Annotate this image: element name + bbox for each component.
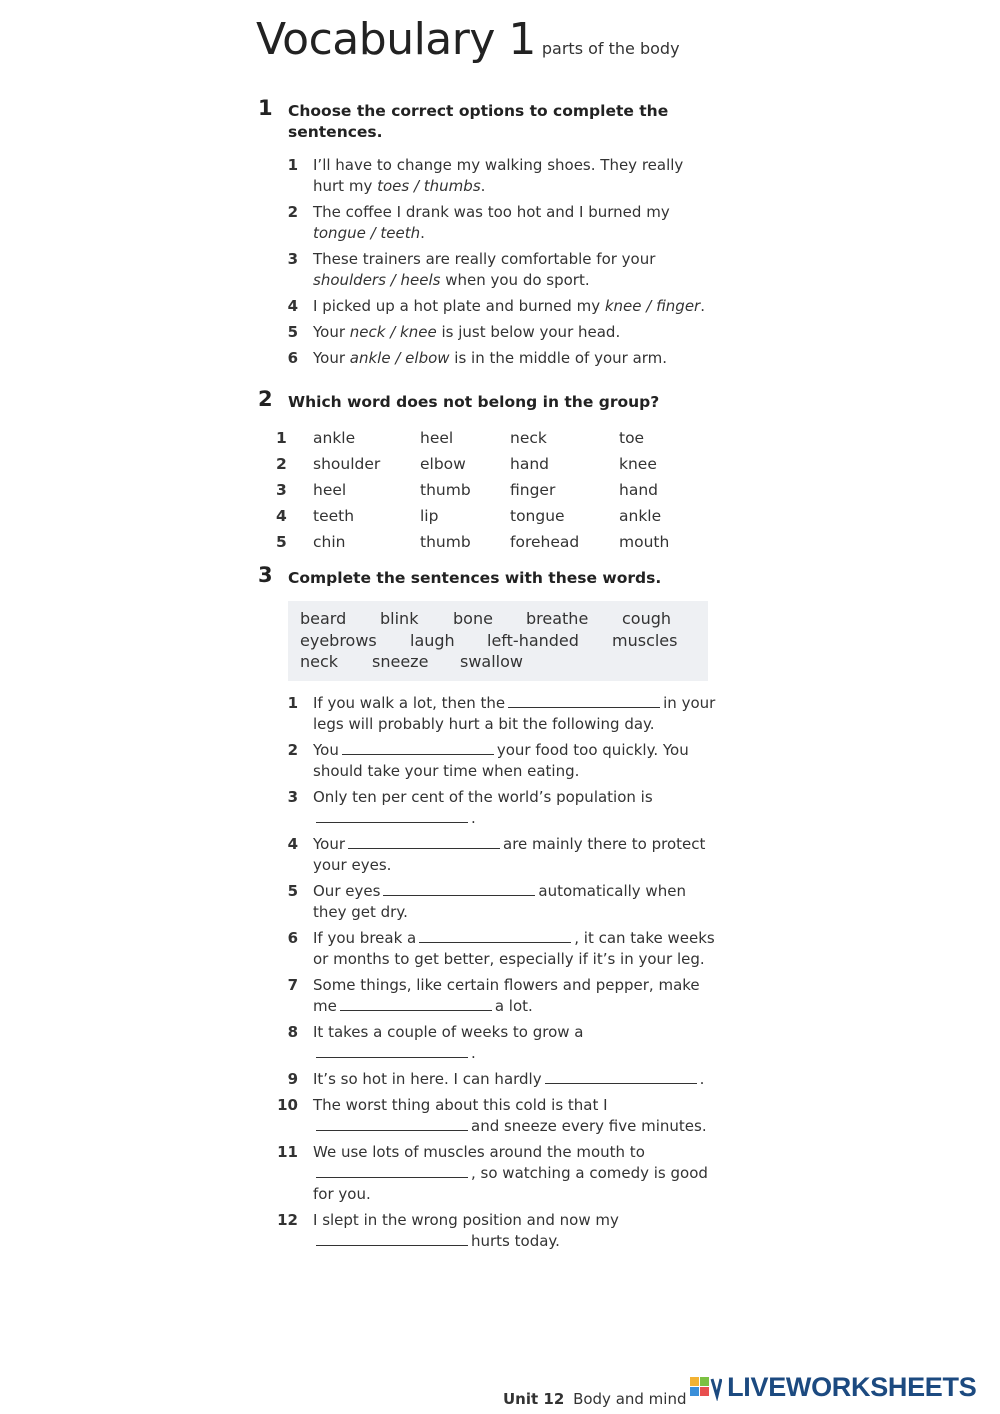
item-number: 6 xyxy=(287,929,298,947)
item-text-end: is just below your head. xyxy=(436,323,621,341)
table-row xyxy=(276,529,679,555)
exercise-item xyxy=(258,202,718,244)
exercise-item xyxy=(258,296,718,317)
answer-blank[interactable] xyxy=(316,809,468,823)
watermark-text: LIVEWORKSHEETS xyxy=(727,1372,977,1402)
exercise-item xyxy=(258,975,718,1017)
exercise-3-items xyxy=(258,693,718,1252)
group-word: heel xyxy=(420,429,454,447)
item-options: neck / knee xyxy=(349,323,437,341)
item-text: Our eyes xyxy=(313,882,381,900)
exercise-2-heading xyxy=(258,387,718,413)
item-text: Your xyxy=(313,349,350,367)
item-text: You xyxy=(313,741,339,759)
exercise-1-items xyxy=(258,155,718,369)
answer-blank[interactable] xyxy=(340,997,492,1011)
group-word: elbow xyxy=(420,455,466,473)
answer-blank[interactable] xyxy=(508,694,660,708)
item-text: Only ten per cent of the world’s population is xyxy=(313,788,653,806)
item-text-end: your food too quickly. You should take your time when eating. xyxy=(313,741,689,780)
answer-blank[interactable] xyxy=(316,1117,468,1131)
item-number: 3 xyxy=(287,250,298,268)
exercise-item xyxy=(258,155,718,197)
answer-blank[interactable] xyxy=(316,1232,468,1246)
item-text: Your xyxy=(313,835,346,853)
item-text-end: . xyxy=(420,224,425,242)
group-word: ankle xyxy=(619,507,662,525)
word-box-item: bone xyxy=(453,609,493,628)
footer-unit: Unit 12 xyxy=(503,1390,565,1408)
word-box-item: breathe xyxy=(526,609,589,628)
exercise-item xyxy=(258,740,718,782)
word-box-item: eyebrows xyxy=(300,631,377,650)
item-text: We use lots of muscles around the mouth to xyxy=(313,1143,645,1161)
item-text: The worst thing about this cold is that I xyxy=(313,1096,608,1114)
item-options: shoulders / heels xyxy=(313,271,441,289)
table-row xyxy=(276,451,679,477)
row-number: 3 xyxy=(276,481,287,499)
item-text-end: automatically when they get dry. xyxy=(313,882,686,921)
word-box-item: sneeze xyxy=(372,652,429,671)
row-number: 2 xyxy=(276,455,287,473)
exercise-item xyxy=(258,348,718,369)
group-word: hand xyxy=(510,455,549,473)
exercise-item xyxy=(258,249,718,291)
group-word: tongue xyxy=(510,507,565,525)
item-text: Your xyxy=(313,323,350,341)
exercise-2 xyxy=(258,387,718,555)
item-text: Some things, like certain flowers and pepper, make me xyxy=(313,976,700,1015)
exercise-3 xyxy=(258,563,718,1257)
group-word: thumb xyxy=(420,533,471,551)
item-options: ankle / elbow xyxy=(349,349,450,367)
item-text-end: . xyxy=(700,297,705,315)
item-number: 5 xyxy=(287,323,298,341)
item-text-end: , so watching a comedy is good for you. xyxy=(313,1164,708,1203)
page-title xyxy=(256,14,680,65)
item-text: It takes a couple of weeks to grow a xyxy=(313,1023,584,1041)
item-options: knee / finger xyxy=(604,297,701,315)
exercise-item xyxy=(258,1095,718,1137)
item-text-end: , it can take weeks or months to get better, especially if it’s in your leg. xyxy=(313,929,715,968)
exercise-item xyxy=(258,693,718,735)
answer-blank[interactable] xyxy=(342,741,494,755)
exercise-item xyxy=(258,928,718,970)
item-number: 3 xyxy=(287,788,298,806)
row-number: 5 xyxy=(276,533,287,551)
answer-blank[interactable] xyxy=(419,929,571,943)
item-number: 2 xyxy=(287,741,298,759)
item-text-end: in your legs will probably hurt a bit the following day. xyxy=(313,694,716,733)
group-word: ankle xyxy=(313,429,356,447)
item-number: 4 xyxy=(287,835,298,853)
exercise-number: 3 xyxy=(258,563,273,587)
answer-blank[interactable] xyxy=(316,1044,468,1058)
liveworksheets-logo-icon xyxy=(688,1375,722,1401)
word-box-item: cough xyxy=(622,609,672,628)
word-box-item: swallow xyxy=(460,652,523,671)
row-number: 4 xyxy=(276,507,287,525)
item-text: If you walk a lot, then the xyxy=(313,694,506,712)
item-text-end: hurts today. xyxy=(471,1232,560,1250)
group-word: chin xyxy=(313,533,346,551)
group-word: hand xyxy=(619,481,658,499)
group-word: lip xyxy=(420,507,439,525)
word-box-item: blink xyxy=(380,609,419,628)
group-word: toe xyxy=(619,429,645,447)
exercise-1 xyxy=(258,96,718,374)
item-number: 10 xyxy=(277,1096,298,1114)
footer-unit-title: Body and mind xyxy=(573,1390,687,1408)
title-subtitle: parts of the body xyxy=(541,39,680,58)
item-number: 1 xyxy=(287,156,298,174)
item-text-end: is in the middle of your arm. xyxy=(449,349,668,367)
exercise-item xyxy=(258,1022,718,1064)
exercise-item xyxy=(258,1210,718,1252)
item-number: 5 xyxy=(287,882,298,900)
exercise-item xyxy=(258,881,718,923)
table-row xyxy=(276,503,679,529)
exercise-1-heading xyxy=(258,96,718,143)
group-word: finger xyxy=(510,481,556,499)
word-box-item: laugh xyxy=(410,631,455,650)
item-text-end: . xyxy=(471,1044,476,1062)
exercise-item xyxy=(258,834,718,876)
item-text: The coffee I drank was too hot and I burned my xyxy=(313,203,670,221)
group-word: mouth xyxy=(619,533,670,551)
exercise-item xyxy=(258,1069,718,1090)
answer-blank[interactable] xyxy=(348,835,500,849)
item-text-end: when you do sport. xyxy=(440,271,590,289)
exercise-item xyxy=(258,1142,718,1205)
item-text-end: . xyxy=(699,1070,705,1088)
exercise-instruction: Which word does not belong in the group? xyxy=(288,393,660,411)
answer-blank[interactable] xyxy=(316,1164,468,1178)
exercise-instruction: Complete the sentences with these words. xyxy=(288,569,662,587)
item-number: 8 xyxy=(287,1023,298,1041)
item-text: If you break a xyxy=(313,929,417,947)
item-text: These trainers are really comfortable for your xyxy=(313,250,656,268)
word-box-item: neck xyxy=(300,652,339,671)
item-options: toes / thumbs xyxy=(377,177,481,195)
item-number: 7 xyxy=(287,976,298,994)
item-number: 2 xyxy=(287,203,298,221)
group-word: shoulder xyxy=(313,455,381,473)
item-number: 12 xyxy=(277,1211,298,1229)
item-text-end: . xyxy=(471,809,476,827)
item-text: I’ll have to change my walking shoes. They really hurt my xyxy=(313,156,684,195)
group-word: teeth xyxy=(313,507,355,525)
item-text-end: and sneeze every five minutes. xyxy=(471,1117,707,1135)
word-box-item: muscles xyxy=(612,631,678,650)
group-word: knee xyxy=(619,455,657,473)
item-number: 6 xyxy=(287,349,298,367)
item-number: 11 xyxy=(277,1143,298,1161)
word-box-item: left-handed xyxy=(487,631,579,650)
table-row xyxy=(276,425,679,451)
word-box xyxy=(288,601,708,681)
liveworksheets-watermark xyxy=(688,1372,976,1403)
row-number: 1 xyxy=(276,429,287,447)
exercise-instruction: Choose the correct options to complete the sentences. xyxy=(288,102,669,141)
group-word: neck xyxy=(510,429,547,447)
group-word: heel xyxy=(313,481,347,499)
exercise-3-heading xyxy=(258,563,718,589)
item-text-end: are mainly there to protect your eyes. xyxy=(313,835,706,874)
item-text: I slept in the wrong position and now my xyxy=(313,1211,619,1229)
item-text-end: a lot. xyxy=(494,997,533,1015)
item-number: 9 xyxy=(287,1070,298,1088)
answer-blank[interactable] xyxy=(545,1070,697,1084)
page-footer xyxy=(503,1390,687,1408)
item-number: 4 xyxy=(287,297,298,315)
item-text: I picked up a hot plate and burned my xyxy=(313,297,605,315)
exercise-item xyxy=(258,787,718,829)
item-options: tongue / teeth xyxy=(313,224,421,242)
title-text: Vocabulary 1 xyxy=(256,14,536,65)
table-row xyxy=(276,477,679,503)
item-text: It’s so hot in here. I can hardly xyxy=(313,1070,542,1088)
answer-blank[interactable] xyxy=(383,882,535,896)
item-number: 1 xyxy=(287,694,298,712)
group-word: forehead xyxy=(510,533,580,551)
word-group-table xyxy=(276,425,679,555)
exercise-number: 2 xyxy=(258,387,273,411)
word-box-item: beard xyxy=(300,609,347,628)
item-text-end: . xyxy=(480,177,486,195)
exercise-number: 1 xyxy=(258,96,273,120)
exercise-item xyxy=(258,322,718,343)
group-word: thumb xyxy=(420,481,471,499)
